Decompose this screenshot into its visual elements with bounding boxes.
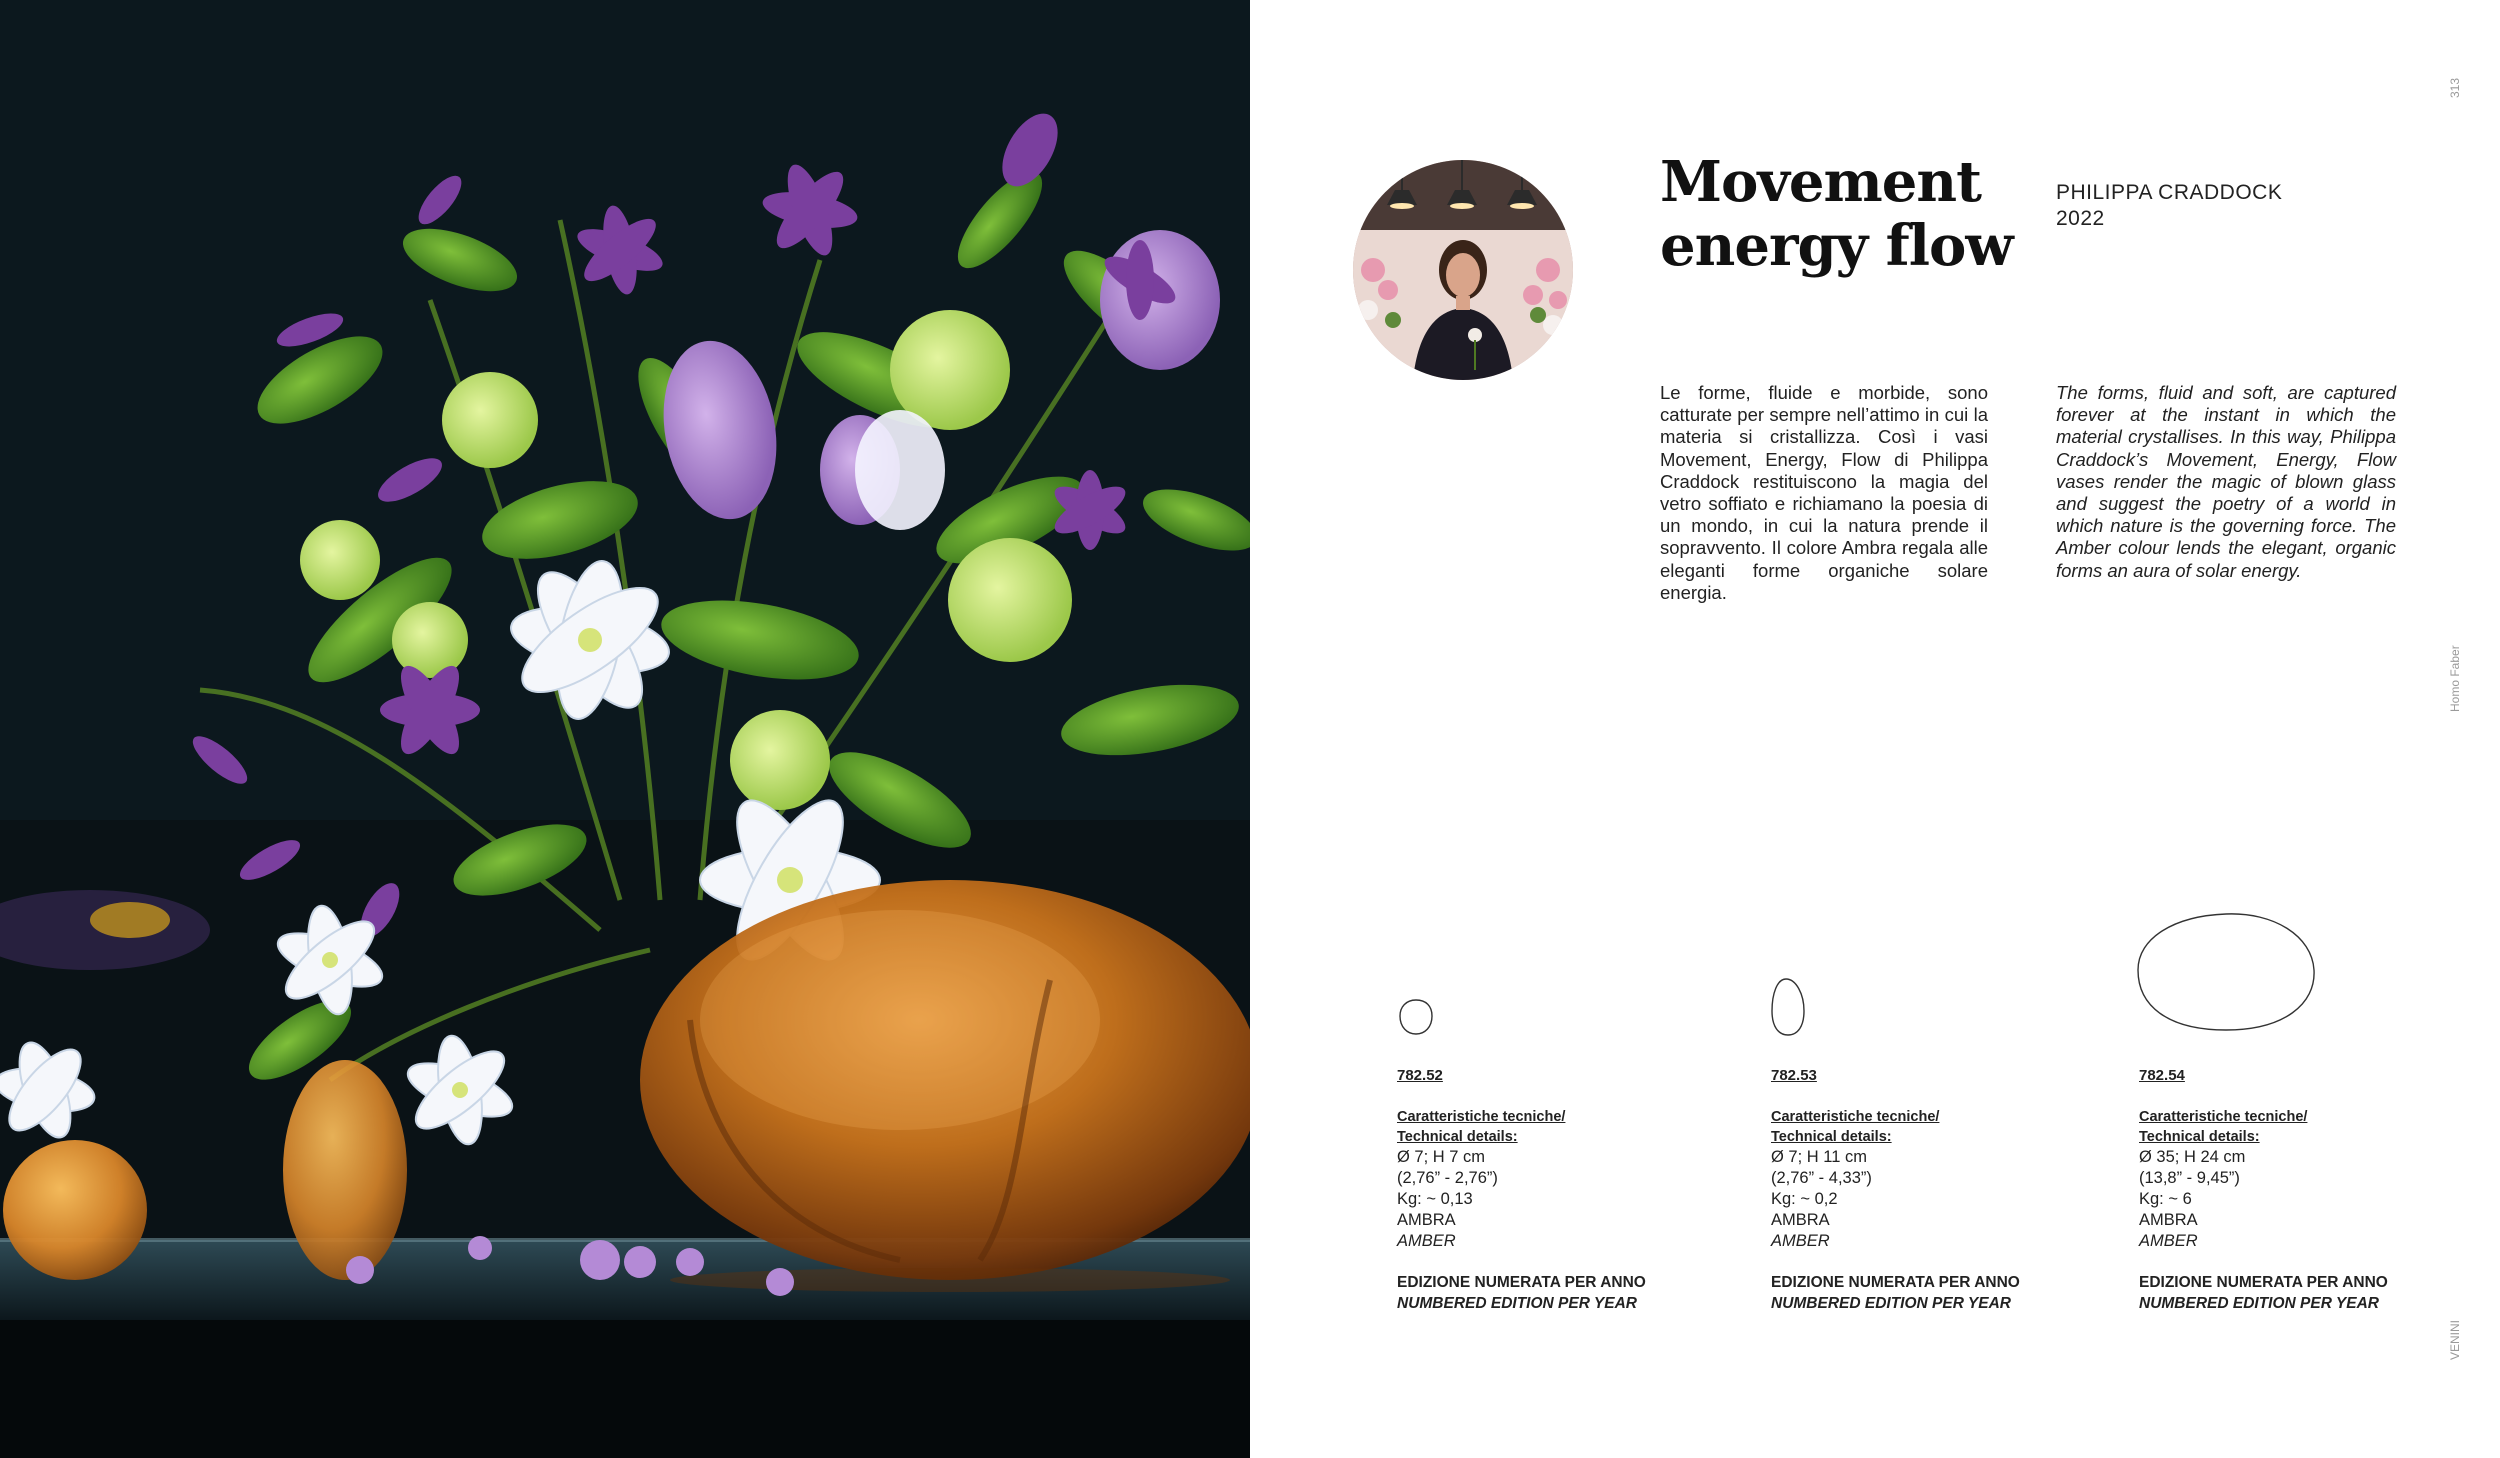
- dimensions-inches: (13,8” - 9,45”): [2139, 1169, 2240, 1187]
- weight: Kg: ~ 0,13: [1397, 1190, 1473, 1208]
- spec-label: Caratteristiche tecniche/: [1771, 1109, 1940, 1125]
- color-en: AMBER: [1771, 1232, 1830, 1250]
- edition: EDIZIONE NUMERATA PER ANNO: [1397, 1274, 1646, 1291]
- spec-label: Caratteristiche tecniche/: [2139, 1109, 2308, 1125]
- description-english: The forms, fluid and soft, are captured forever at the instant in which the material crystallises. In this way, Philippa Craddock’s Movement, Energy, Flow vases render the magic of blown glass and suggest the poetry of a world in which nature is the governing force. The Amber colour lends the elegant, organic forms an aura of solar energy.: [2056, 382, 2396, 581]
- dimensions-inches: (2,76” - 4,33”): [1771, 1169, 1872, 1187]
- design-year: 2022: [2056, 207, 2105, 230]
- color-en: AMBER: [1397, 1232, 1456, 1250]
- product-spec-782-53: [1771, 1065, 2051, 1314]
- spec-label-en: Technical details:: [2139, 1129, 2260, 1145]
- page-number: 313: [2448, 77, 2462, 98]
- vase-782-54-outline: [2134, 908, 2318, 1034]
- edition-en: NUMBERED EDITION PER YEAR: [2139, 1295, 2379, 1312]
- dimensions: Ø 7; H 11 cm: [1771, 1148, 1867, 1166]
- spec-label-en: Technical details:: [1771, 1129, 1892, 1145]
- weight: Kg: ~ 6: [2139, 1190, 2192, 1208]
- portrait-illustration: [1353, 160, 1573, 380]
- designer-portrait: [1353, 160, 1573, 380]
- weight: Kg: ~ 0,2: [1771, 1190, 1838, 1208]
- edition: EDIZIONE NUMERATA PER ANNO: [2139, 1274, 2388, 1291]
- brand-name: VENINI: [2448, 1319, 2462, 1360]
- spec-label-en: Technical details:: [1397, 1129, 1518, 1145]
- color: AMBRA: [1397, 1211, 1456, 1229]
- edition-en: NUMBERED EDITION PER YEAR: [1397, 1295, 1637, 1312]
- product-spec-782-52: [1397, 1065, 1677, 1314]
- dimensions-inches: (2,76” - 2,76”): [1397, 1169, 1498, 1187]
- spec-label: Caratteristiche tecniche/: [1397, 1109, 1566, 1125]
- catalogue-page: [1250, 0, 2500, 1458]
- product-spec-782-54: [2139, 1065, 2419, 1314]
- edition-en: NUMBERED EDITION PER YEAR: [1771, 1295, 2011, 1312]
- product-code: 782.53: [1771, 1067, 1817, 1084]
- designer-name: PHILIPPA CRADDOCK: [2056, 181, 2283, 204]
- edition: EDIZIONE NUMERATA PER ANNO: [1771, 1274, 2020, 1291]
- color: AMBRA: [2139, 1211, 2198, 1229]
- dimensions: Ø 35; H 24 cm: [2139, 1148, 2246, 1166]
- designer-credit: [2056, 180, 2282, 232]
- dimensions: Ø 7; H 7 cm: [1397, 1148, 1486, 1166]
- product-code: 782.52: [1397, 1067, 1443, 1084]
- product-title: Movement energy flow: [1660, 149, 2013, 279]
- section-name: Homo Faber: [2448, 645, 2462, 712]
- vase-782-53-outline: [1768, 976, 1808, 1038]
- product-code: 782.54: [2139, 1067, 2185, 1084]
- description-italian: Le forme, fluide e morbide, sono catturate per sempre nell’attimo in cui la materia si cristallizza. Così i vasi Movement, Energy, Flow di Philippa Craddock restituiscono la magia del vetro soffiato e richiamano la poesia di un mondo, in cui la natura prende il sopravvento. Il colore Ambra regala alle eleganti forme organiche solare energia.: [1660, 382, 1988, 603]
- color: AMBRA: [1771, 1211, 1830, 1229]
- vase-782-52-outline: [1396, 996, 1436, 1038]
- color-en: AMBER: [2139, 1232, 2198, 1250]
